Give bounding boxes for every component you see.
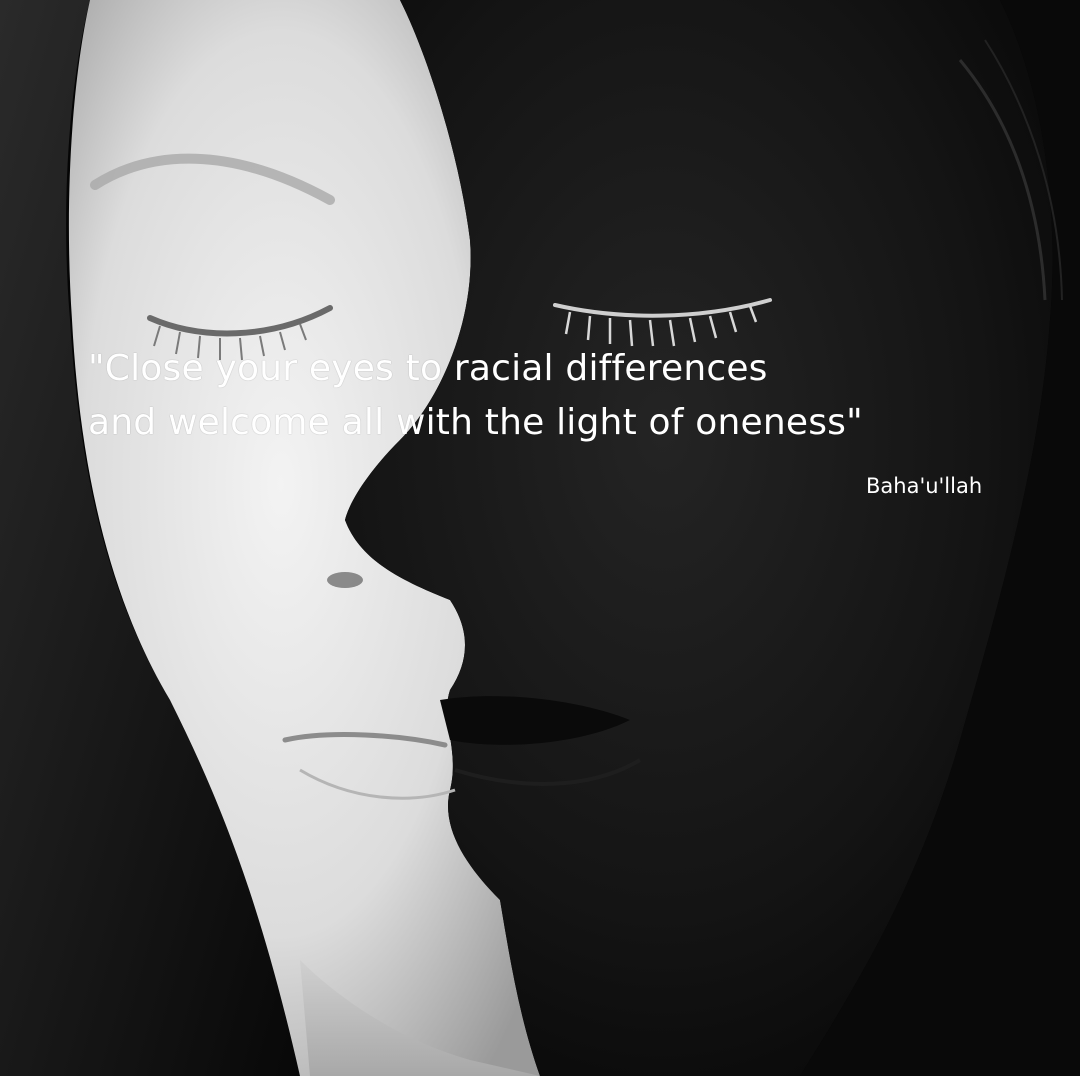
quote-line-1: "Close your eyes to racial differences: [88, 348, 768, 389]
quote-attribution: Baha'u'llah: [866, 474, 983, 498]
quote-line-2: and welcome all with the light of oneness": [88, 402, 863, 443]
white-nostril: [327, 572, 363, 588]
quote-text: [88, 342, 948, 450]
